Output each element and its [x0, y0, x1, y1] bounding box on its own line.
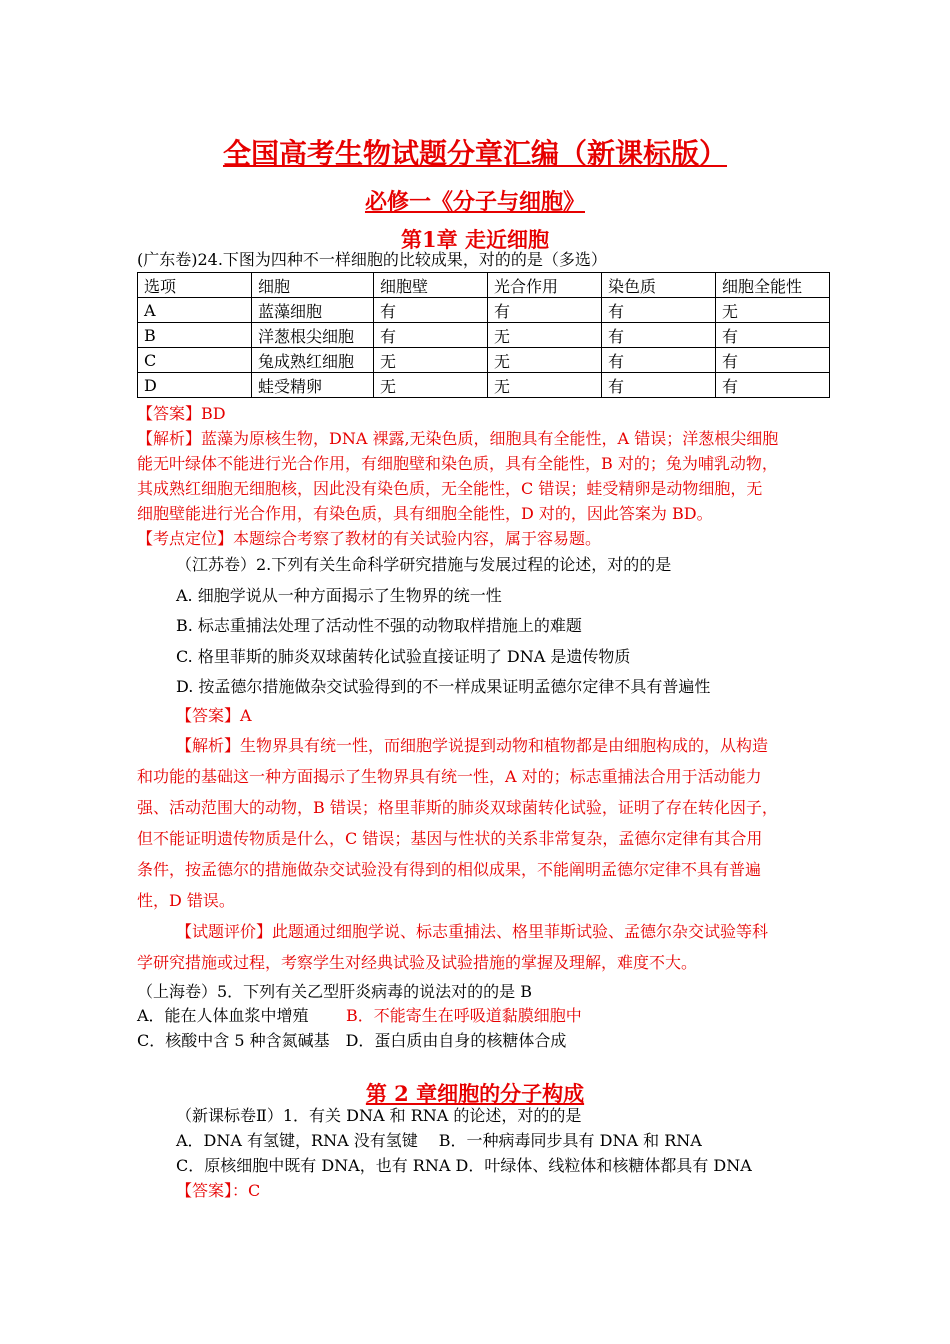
table-header: 细胞壁 — [374, 273, 488, 298]
table-header: 细胞 — [252, 273, 374, 298]
q2-option: C. 格里菲斯的肺炎双球菌转化试验直接证明了 DNA 是遗传物质 — [176, 647, 631, 666]
table-cell: 无 — [488, 348, 602, 373]
table-cell: 有 — [716, 348, 830, 373]
q1-stem: (广东卷)24.下图为四种不一样细胞的比较成果，对的的是（多选） — [137, 250, 607, 269]
table-cell: 无 — [488, 323, 602, 348]
q2-review-line: 【试题评价】此题通过细胞学说、标志重捕法、格里菲斯试验、孟德尔杂交试验等科 — [176, 922, 769, 941]
table-cell: 有 — [488, 298, 602, 323]
table-row — [138, 323, 830, 348]
table-cell: 无 — [716, 298, 830, 323]
q1-analysis-line: 细胞壁能进行光合作用，有染色质，具有细胞全能性，D 对的，因此答案为 BD。 — [137, 504, 713, 523]
table-cell: 兔成熟红细胞 — [252, 348, 374, 373]
table-cell: 有 — [374, 323, 488, 348]
q3-option-b: B．不能寄生在呼吸道黏膜细胞中 — [346, 1006, 582, 1025]
table-cell: D — [138, 373, 252, 398]
q2-stem: （江苏卷）2.下列有关生命科学研究措施与发展过程的论述，对的的是 — [176, 555, 672, 574]
q1-analysis-line: 【解析】蓝藻为原核生物，DNA 裸露,无染色质，细胞具有全能性，A 错误；洋葱根尖细胞 — [137, 429, 779, 448]
table-cell: A — [138, 298, 252, 323]
q2-analysis-line: 强、活动范围大的动物，B 错误；格里菲斯的肺炎双球菌转化试验，证明了存在转化因子， — [137, 798, 778, 817]
q4-options-line: A．DNA 有氢键，RNA 没有氢键 B．一种病毒同步具有 DNA 和 RNA — [176, 1131, 702, 1150]
q1-analysis-line: 其成熟红细胞无细胞核，因此没有染色质，无全能性，C 错误；蛙受精卵是动物细胞，无 — [137, 479, 763, 498]
q1-analysis-line: 能无叶绿体不能进行光合作用，有细胞壁和染色质，具有全能性，B 对的；兔为哺乳动物， — [137, 454, 778, 473]
q2-analysis-line: 【解析】生物界具有统一性，而细胞学说提到动物和植物都是由细胞构成的，从构造 — [176, 736, 769, 755]
q2-answer: 【答案】A — [176, 706, 252, 725]
table-cell: 有 — [602, 373, 716, 398]
table-header: 细胞全能性 — [716, 273, 830, 298]
table-cell: C — [138, 348, 252, 373]
table-cell: 有 — [602, 298, 716, 323]
q2-analysis-line: 但不能证明遗传物质是什么，C 错误；基因与性状的关系非常复杂，孟德尔定律有其合用 — [137, 829, 763, 848]
table-row — [138, 348, 830, 373]
table-cell: 无 — [488, 373, 602, 398]
q2-analysis-line: 和功能的基础这一种方面揭示了生物界具有统一性，A 对的；标志重捕法合用于活动能力 — [137, 767, 762, 786]
table-header: 染色质 — [602, 273, 716, 298]
table-cell: B — [138, 323, 252, 348]
table-cell: 无 — [374, 373, 488, 398]
table-cell: 蓝藻细胞 — [252, 298, 374, 323]
q2-analysis-line: 性，D 错误。 — [137, 891, 235, 910]
table-header: 光合作用 — [488, 273, 602, 298]
q4-answer: 【答案】：C — [176, 1181, 261, 1200]
table-row — [138, 373, 830, 398]
q3-options-cd: C．核酸中含 5 种含氮碱基 D．蛋白质由自身的核糖体合成 — [137, 1031, 567, 1050]
chapter-2-title: 第 2 章细胞的分子构成 — [365, 1081, 585, 1106]
table-cell: 无 — [374, 348, 488, 373]
table-cell: 有 — [602, 323, 716, 348]
q2-review-line: 学研究措施或过程，考察学生对经典试验及试验措施的掌握及理解，难度不大。 — [137, 953, 698, 972]
q3-stem: （上海卷）5．下列有关乙型肝炎病毒的说法对的的是 B — [137, 982, 533, 1001]
q1-answer: 【答案】BD — [137, 404, 226, 423]
q2-option: D. 按孟德尔措施做杂交试验得到的不一样成果证明孟德尔定律不具有普遍性 — [176, 677, 711, 696]
table-cell: 有 — [716, 373, 830, 398]
page-title: 全国高考生物试题分章汇编（新课标版） — [222, 137, 727, 170]
q2-analysis-line: 条件，按孟德尔的措施做杂交试验没有得到的相似成果，不能阐明孟德尔定律不具有普遍 — [137, 860, 762, 879]
q2-option: A. 细胞学说从一种方面揭示了生物界的统一性 — [176, 586, 502, 605]
section-title: 必修一《分子与细胞》 — [364, 189, 585, 215]
table-cell: 有 — [716, 323, 830, 348]
table-cell: 有 — [602, 348, 716, 373]
q2-option: B. 标志重捕法处理了活动性不强的动物取样措施上的难题 — [176, 616, 582, 635]
table-cell: 洋葱根尖细胞 — [252, 323, 374, 348]
table-cell: 蛙受精卵 — [252, 373, 374, 398]
comparison-table — [137, 272, 830, 398]
table-header-row — [138, 273, 830, 298]
q3-option-a: A．能在人体血浆中增殖 — [137, 1006, 309, 1025]
chapter-1-title: 第1章 走近细胞 — [401, 227, 549, 252]
q4-options-line: C．原核细胞中既有 DNA，也有 RNA D．叶绿体、线粒体和核糖体都具有 DNA — [176, 1156, 752, 1175]
q4-stem: （新课标卷Ⅱ）1．有关 DNA 和 RNA 的论述，对的的是 — [176, 1106, 582, 1125]
table-cell: 有 — [374, 298, 488, 323]
q1-point: 【考点定位】本题综合考察了教材的有关试验内容，属于容易题。 — [137, 529, 602, 548]
table-row — [138, 298, 830, 323]
table-header: 选项 — [138, 273, 252, 298]
